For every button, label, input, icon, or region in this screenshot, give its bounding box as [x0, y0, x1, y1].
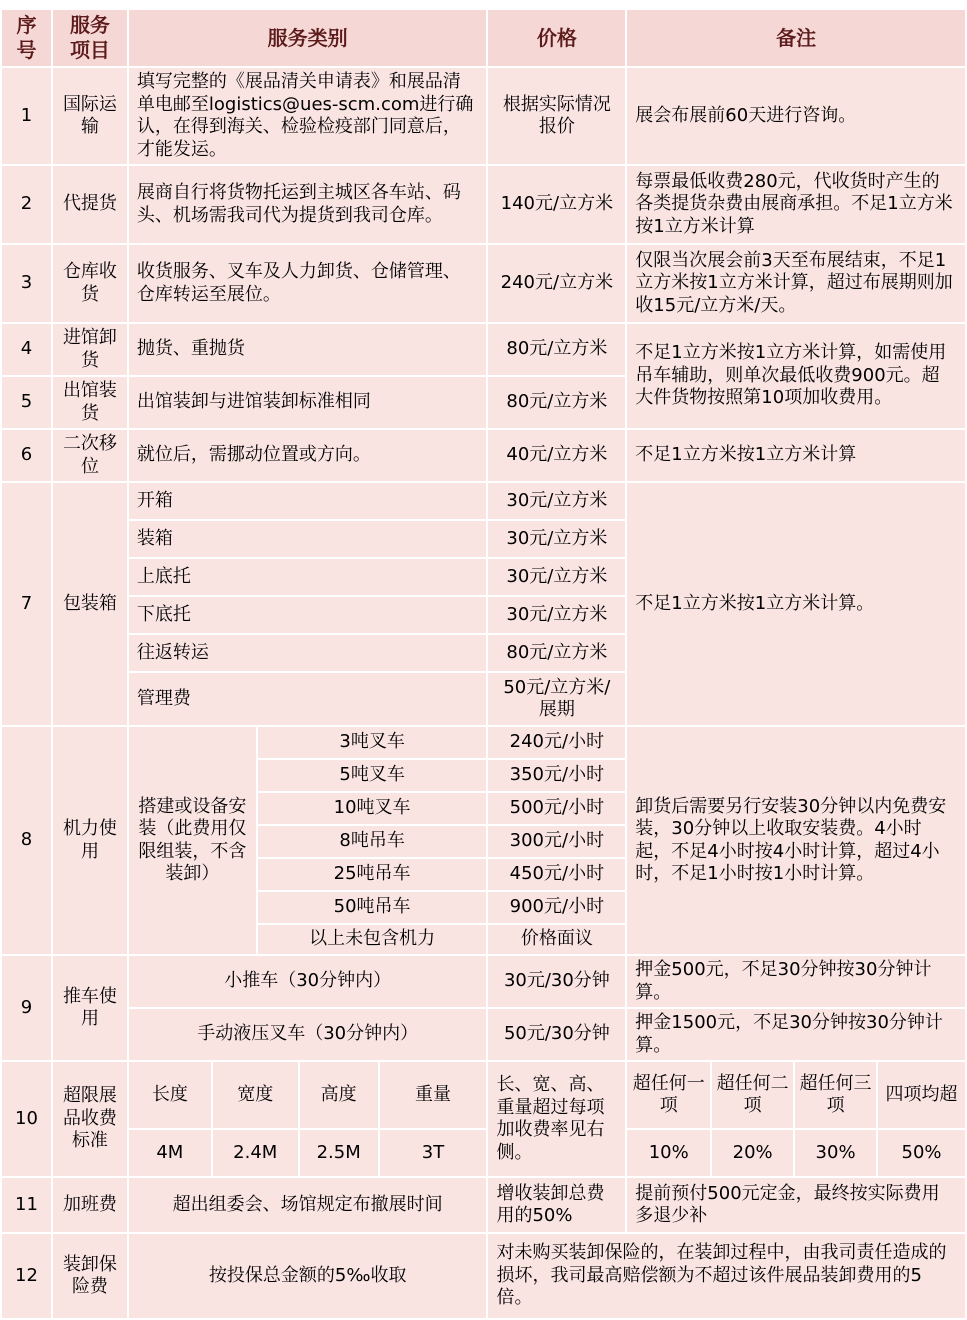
row12-item: 装卸保险费 [53, 1234, 127, 1318]
row4-price: 80元/立方米 [488, 324, 625, 375]
row10-dim-value-length: 4M [129, 1130, 211, 1176]
row5-no: 5 [2, 377, 51, 428]
row-7-sub-1 [2, 483, 965, 519]
row8-price-2: 350元/小时 [488, 760, 625, 791]
row7-category-1: 开箱 [129, 483, 487, 519]
row3-remark: 仅限当次展会前3天至布展结束，不足1立方米按1立方米计算，超过布展期则加收15元/立方米/天。 [627, 245, 965, 322]
header-price: 价格 [488, 10, 625, 66]
row8-no: 8 [2, 727, 51, 954]
row7-price-4: 30元/立方米 [488, 597, 625, 633]
row10-over-value-4: 50% [878, 1130, 965, 1176]
row5-category: 出馆装卸与进馆装卸标准相同 [129, 377, 487, 428]
row12-remark: 对未购买装卸保险的，在装卸过程中，由我司责任造成的损坏，我司最高赔偿额为不超过该件展品装卸费用的5倍。 [488, 1234, 965, 1318]
row3-item: 仓库收货 [53, 245, 127, 322]
row6-remark: 不足1立方米按1立方米计算 [627, 430, 965, 481]
row8-group-label: 搭建或设备安装（此费用仅限组装，不含装卸） [129, 727, 256, 954]
row9-remark-1: 押金500元，不足30分钟按30分钟计算。 [627, 956, 965, 1007]
row9-category-1: 小推车（30分钟内） [129, 956, 487, 1007]
row8-category-5: 25吨吊车 [258, 859, 487, 890]
row10-over-label-4: 四项均超 [878, 1062, 965, 1128]
row10-over-value-2: 20% [712, 1130, 793, 1176]
row4-category: 抛货、重抛货 [129, 324, 487, 375]
row7-item: 包装箱 [53, 483, 127, 725]
row7-price-3: 30元/立方米 [488, 559, 625, 595]
row11-price: 增收装卸总费用的50% [488, 1178, 625, 1232]
row10-dim-label-width: 宽度 [213, 1062, 298, 1128]
row6-item: 二次移位 [53, 430, 127, 481]
row7-no: 7 [2, 483, 51, 725]
row-3 [2, 245, 965, 322]
row2-category: 展商自行将货物托运到主城区各车站、码头、机场需我司代为提货到我司仓库。 [129, 166, 487, 243]
row-8-sub-1 [2, 727, 965, 758]
row8-price-1: 240元/小时 [488, 727, 625, 758]
row8-item: 机力使用 [53, 727, 127, 954]
row7-price-6: 50元/立方米/展期 [488, 673, 625, 725]
row10-dim-value-weight: 3T [380, 1130, 487, 1176]
row9-price-2: 50元/30分钟 [488, 1009, 625, 1060]
row4-no: 4 [2, 324, 51, 375]
row8-category-1: 3吨叉车 [258, 727, 487, 758]
row11-category: 超出组委会、场馆规定布撤展时间 [129, 1178, 487, 1232]
row10-item: 超限展品收费标准 [53, 1062, 127, 1176]
row9-remark-2: 押金1500元，不足30分钟按30分钟计算。 [627, 1009, 965, 1060]
row7-price-2: 30元/立方米 [488, 521, 625, 557]
row8-category-3: 10吨叉车 [258, 793, 487, 824]
row1-remark: 展会布展前60天进行咨询。 [627, 68, 965, 164]
row6-price: 40元/立方米 [488, 430, 625, 481]
row10-dim-label-height: 高度 [300, 1062, 378, 1128]
row9-no: 9 [2, 956, 51, 1060]
row-9-sub-2 [2, 1009, 965, 1060]
row7-category-5: 往返转运 [129, 635, 487, 671]
row8-category-6: 50吨吊车 [258, 892, 487, 923]
row2-item: 代提货 [53, 166, 127, 243]
row10-over-label-2: 超任何二项 [712, 1062, 793, 1128]
header-no: 序号 [2, 10, 51, 66]
row7-category-3: 上底托 [129, 559, 487, 595]
row3-price: 240元/立方米 [488, 245, 625, 322]
row8-price-5: 450元/小时 [488, 859, 625, 890]
row4-item: 进馆卸货 [53, 324, 127, 375]
row10-dim-value-width: 2.4M [213, 1130, 298, 1176]
row-9-sub-1 [2, 956, 965, 1007]
row2-price: 140元/立方米 [488, 166, 625, 243]
row-10-sub-2 [2, 1130, 965, 1176]
row10-no: 10 [2, 1062, 51, 1176]
row12-category: 按投保总金额的5‰收取 [129, 1234, 487, 1318]
row9-category-2: 手动液压叉车（30分钟内） [129, 1009, 487, 1060]
row7-category-4: 下底托 [129, 597, 487, 633]
row8-category-2: 5吨叉车 [258, 760, 487, 791]
header-item: 服务项目 [53, 10, 127, 66]
row7-remark: 不足1立方米按1立方米计算。 [627, 483, 965, 725]
row10-dim-label-weight: 重量 [380, 1062, 487, 1128]
row9-price-1: 30元/30分钟 [488, 956, 625, 1007]
header-remark: 备注 [627, 10, 965, 66]
row7-price-5: 80元/立方米 [488, 635, 625, 671]
row-4 [2, 324, 965, 375]
row7-category-6: 管理费 [129, 673, 487, 725]
row-2 [2, 166, 965, 243]
row2-remark: 每票最低收费280元，代收货时产生的各类提货杂费由展商承担。不足1立方米按1立方米计算 [627, 166, 965, 243]
row10-dim-value-height: 2.5M [300, 1130, 378, 1176]
row10-dim-label-length: 长度 [129, 1062, 211, 1128]
row3-no: 3 [2, 245, 51, 322]
price-table [0, 8, 967, 1320]
row11-item: 加班费 [53, 1178, 127, 1232]
row2-no: 2 [2, 166, 51, 243]
row3-category: 收货服务、叉车及人力卸货、仓储管理、仓库转运至展位。 [129, 245, 487, 322]
row-10-sub-1 [2, 1062, 965, 1128]
row-1 [2, 68, 965, 164]
row10-over-value-1: 10% [627, 1130, 710, 1176]
row-12 [2, 1234, 965, 1318]
row10-price: 长、宽、高、重量超过每项加收费率见右侧。 [488, 1062, 625, 1176]
row6-no: 6 [2, 430, 51, 481]
row8-price-4: 300元/小时 [488, 826, 625, 857]
row5-price: 80元/立方米 [488, 377, 625, 428]
row10-over-label-3: 超任何三项 [795, 1062, 876, 1128]
row8-category-7: 以上未包含机力 [258, 925, 487, 954]
row1-no: 1 [2, 68, 51, 164]
row1-item: 国际运输 [53, 68, 127, 164]
row9-item: 推车使用 [53, 956, 127, 1060]
header-category: 服务类别 [129, 10, 487, 66]
row10-over-label-1: 超任何一项 [627, 1062, 710, 1128]
row-11 [2, 1178, 965, 1232]
row10-over-value-3: 30% [795, 1130, 876, 1176]
row4-5-remark: 不足1立方米按1立方米计算，如需使用吊车辅助，则单次最低收费900元。超大件货物按照第10项加收费用。 [627, 324, 965, 428]
row8-price-7: 价格面议 [488, 925, 625, 954]
row5-item: 出馆装货 [53, 377, 127, 428]
row7-price-1: 30元/立方米 [488, 483, 625, 519]
row7-category-2: 装箱 [129, 521, 487, 557]
header-row [2, 10, 965, 66]
row-6 [2, 430, 965, 481]
row11-no: 11 [2, 1178, 51, 1232]
row6-category: 就位后，需挪动位置或方向。 [129, 430, 487, 481]
row8-price-6: 900元/小时 [488, 892, 625, 923]
row8-category-4: 8吨吊车 [258, 826, 487, 857]
row12-no: 12 [2, 1234, 51, 1318]
row1-category: 填写完整的《展品清关申请表》和展品清单电邮至logistics@ues-scm.com进行确认，在得到海关、检验检疫部门同意后，才能发运。 [129, 68, 487, 164]
row8-remark: 卸货后需要另行安装30分钟以内免费安装，30分钟以上收取安装费。4小时起，不足4小时按4小时计算，超过4小时，不足1小时按1小时计算。 [627, 727, 965, 954]
row8-price-3: 500元/小时 [488, 793, 625, 824]
row1-price: 根据实际情况报价 [488, 68, 625, 164]
row11-remark: 提前预付500元定金，最终按实际费用多退少补 [627, 1178, 965, 1232]
